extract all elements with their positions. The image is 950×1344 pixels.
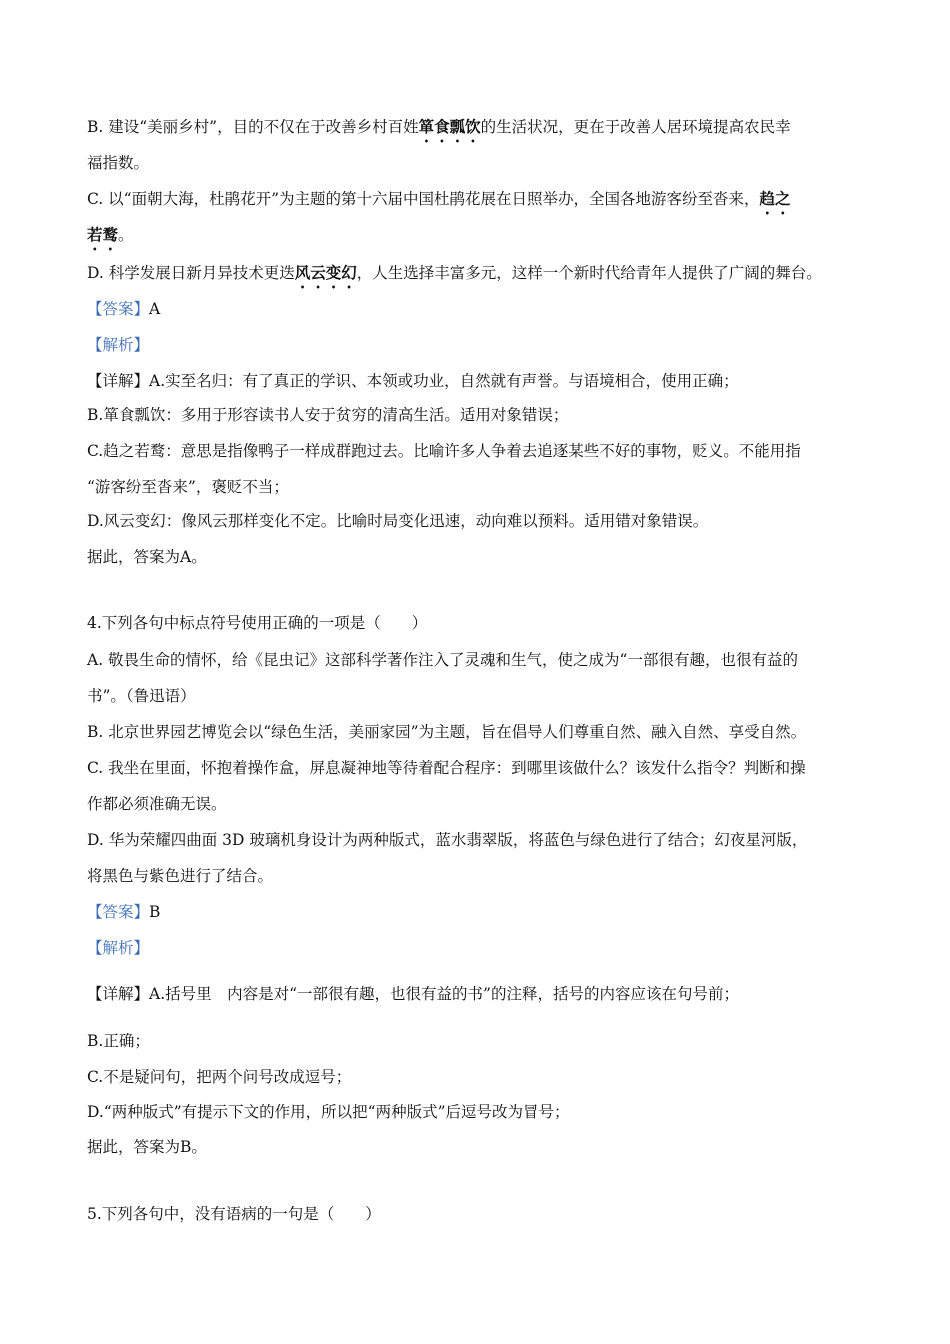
detail-label: 【详解】 xyxy=(87,985,150,1003)
detail-label: 【详解】 xyxy=(87,372,150,390)
q3-analysis-label: 【解析】 xyxy=(87,336,150,354)
option-text: 。 xyxy=(118,226,134,244)
option-text: ，人生选择丰富多元，这样一个新时代给青年人提供了广阔的舞台。 xyxy=(356,264,822,282)
detail-text: A.实至名归：有了真正的学识、本领或功业，自然就有声誉。与语境相合，使用正确； xyxy=(149,372,739,390)
q4-detail-line xyxy=(87,983,739,1005)
q3-detail-line xyxy=(87,370,739,392)
q3-conclusion: 据此，答案为A。 xyxy=(87,548,207,566)
q4-analysis-label: 【解析】 xyxy=(87,939,150,957)
q3-detail-line: C.趋之若鹜：意思是指像鸭子一样成群跑过去。比喻许多人争着去追逐某些不好的事物，贬义。不能用指 xyxy=(87,442,801,460)
q4-detail-line: D.“两种版式”有提示下文的作用，所以把“两种版式”后逗号改为冒号； xyxy=(87,1103,570,1121)
q3-answer xyxy=(87,298,160,320)
option-text: D. 科学发展日新月异技术更迭 xyxy=(87,264,295,282)
option-text: C. 以“面朝大海，杜鹃花开”为主题的第十六届中国杜鹃花展在日照举办，全国各地游客纷至沓来， xyxy=(87,190,760,208)
q4-option-a-continued: 书”。（鲁迅语） xyxy=(87,687,196,705)
q3-option-d xyxy=(87,262,822,292)
q3-option-c xyxy=(87,188,791,218)
q4-title: 4.下列各句中标点符号使用正确的一项是（ ） xyxy=(87,614,428,632)
q4-detail-line: B.正确； xyxy=(87,1032,150,1050)
answer-label: 【答案】 xyxy=(87,300,150,318)
q4-answer xyxy=(87,901,160,923)
q3-option-b-continued: 福指数。 xyxy=(87,154,150,172)
q4-option-d-continued: 将黑色与紫色进行了结合。 xyxy=(87,867,274,885)
emphasized-idiom: 箪食瓢饮 xyxy=(418,117,481,136)
q5-title: 5.下列各句中，没有语病的一句是（ ） xyxy=(87,1205,381,1223)
answer-value: A xyxy=(149,300,161,318)
q3-option-c-continued xyxy=(87,224,134,254)
q4-option-c: C. 我坐在里面，怀抱着操作盒，屏息凝神地等待着配合程序：到哪里该做什么？该发什么指令？判断和操 xyxy=(87,759,806,777)
detail-text: A.括号里 内容是对“一部很有趣，也很有益的书”的注释，括号的内容应该在句号前； xyxy=(149,985,739,1003)
emphasized-idiom: 若鹜 xyxy=(87,225,119,244)
emphasized-idiom: 风云变幻 xyxy=(294,263,357,282)
option-text: 的生活状况，更在于改善人居环境提高农民幸 xyxy=(480,118,791,136)
q4-option-b: B. 北京世界园艺博览会以“绿色生活，美丽家园”为主题，旨在倡导人们尊重自然、融入自然、享受自然。 xyxy=(87,723,807,741)
q3-detail-line: B.箪食瓢饮：多用于形容读书人安于贫穷的清高生活。适用对象错误； xyxy=(87,406,569,424)
answer-value: B xyxy=(149,903,161,921)
q4-option-d: D. 华为荣耀四曲面 3D 玻璃机身设计为两种版式，蓝水翡翠版，将蓝色与绿色进行了结合；幻夜星河版， xyxy=(87,831,808,849)
q4-detail-line: C.不是疑问句，把两个问号改成逗号； xyxy=(87,1068,352,1086)
emphasized-idiom: 趋之 xyxy=(759,189,791,208)
option-text: B. 建设“美丽乡村”，目的不仅在于改善乡村百姓 xyxy=(87,118,419,136)
q4-option-a: A. 敬畏生命的情怀，给《昆虫记》这部科学著作注入了灵魂和生气，使之成为“一部很有趣，也很有益的 xyxy=(87,651,798,669)
q3-detail-line: “游客纷至沓来”，褒贬不当； xyxy=(87,478,289,496)
answer-label: 【答案】 xyxy=(87,903,150,921)
q3-option-b xyxy=(87,116,791,146)
q3-detail-line: D.风云变幻：像风云那样变化不定。比喻时局变化迅速，动向难以预料。适用错对象错误。 xyxy=(87,512,709,530)
q4-conclusion: 据此，答案为B。 xyxy=(87,1138,207,1156)
q4-option-c-continued: 作都必须准确无误。 xyxy=(87,795,227,813)
